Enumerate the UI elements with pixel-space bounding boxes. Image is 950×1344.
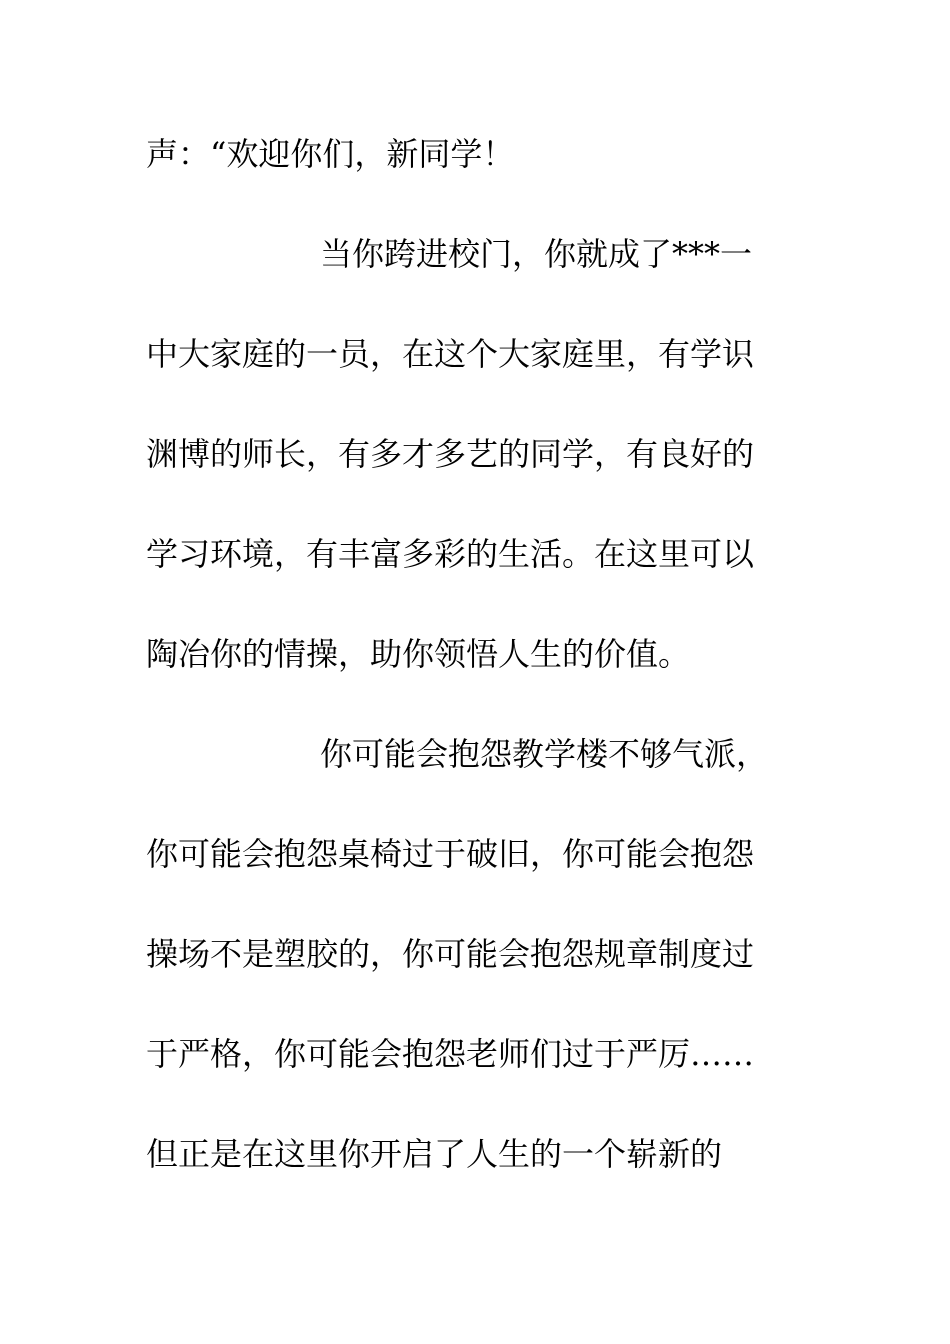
paragraph-start-line: 你可能会抱怨教学楼不够气派， bbox=[320, 735, 769, 773]
text-line: 学习环境，有丰富多彩的生活。在这里可以 bbox=[146, 535, 755, 573]
text-line: 操场不是塑胶的，你可能会抱怨规章制度过 bbox=[146, 935, 755, 973]
text-line: 但正是在这里你开启了人生的一个崭新的 bbox=[146, 1135, 723, 1173]
text-line: 于严格，你可能会抱怨老师们过于严厉…… bbox=[146, 1035, 755, 1073]
text-line: 你可能会抱怨桌椅过于破旧，你可能会抱怨 bbox=[146, 835, 755, 873]
text-line: 声：“欢迎你们，新同学！ bbox=[146, 135, 515, 173]
text-line: 中大家庭的一员，在这个大家庭里，有学识 bbox=[146, 335, 755, 373]
text-line: 陶冶你的情操，助你领悟人生的价值。 bbox=[146, 635, 691, 673]
text-line: 渊博的师长，有多才多艺的同学，有良好的 bbox=[146, 435, 755, 473]
paragraph-start-line: 当你跨进校门，你就成了***一 bbox=[320, 235, 753, 273]
